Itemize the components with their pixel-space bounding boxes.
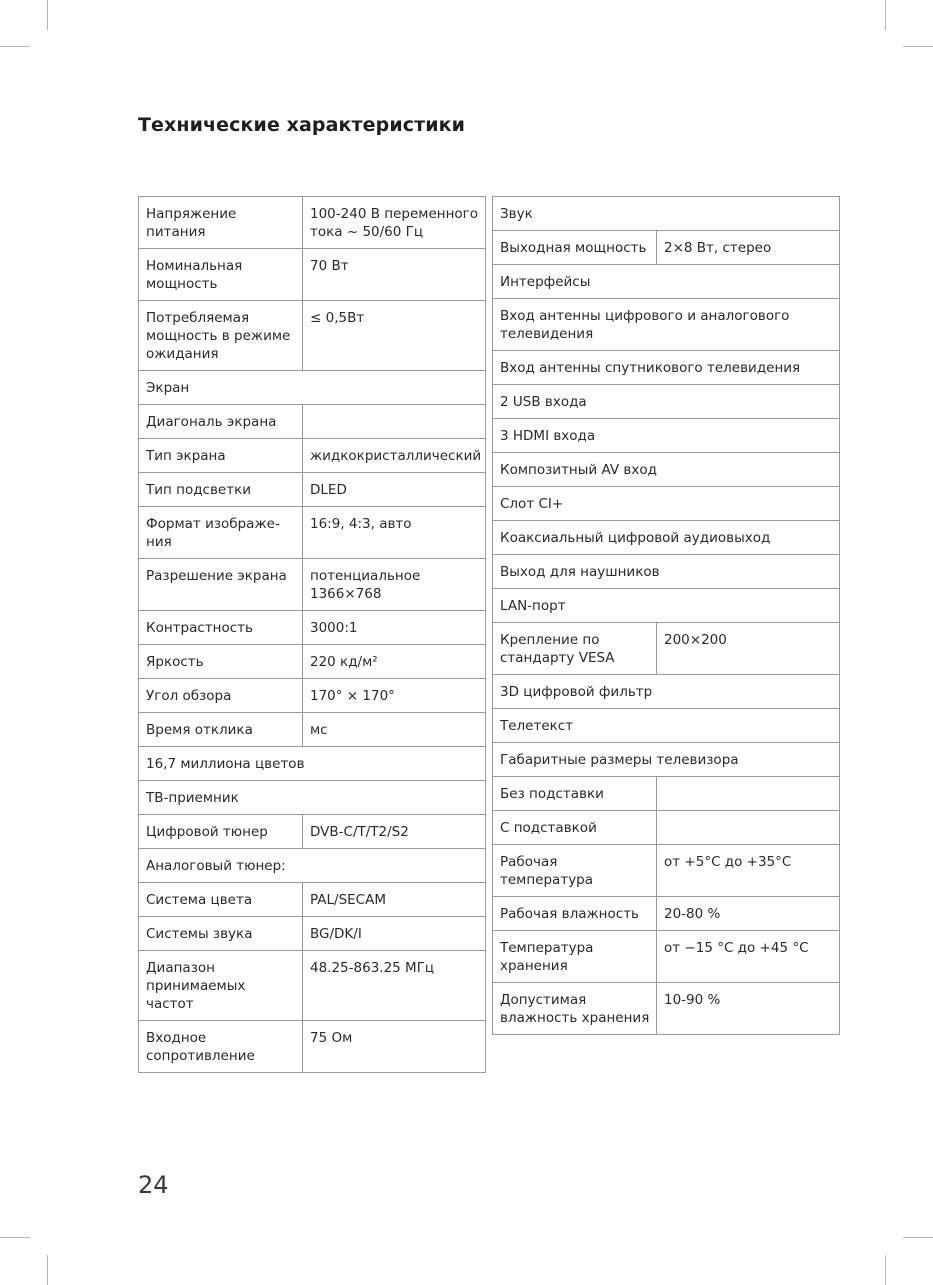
spec-label: Входное сопротивление: [139, 1021, 303, 1073]
spec-value: 220 кд/м²: [303, 645, 486, 679]
section-heading: Экран: [139, 371, 486, 405]
section-row: [493, 265, 840, 299]
spec-row: [493, 777, 840, 811]
spec-label: Номинальная мощность: [139, 249, 303, 301]
spec-row: [493, 845, 840, 897]
spec-row: [139, 439, 486, 473]
spec-row: [139, 713, 486, 747]
section-row: [139, 781, 486, 815]
spec-label: Температура хранения: [493, 931, 657, 983]
spec-value: 20-80 %: [657, 897, 840, 931]
spec-table-right: [492, 196, 840, 1035]
section-row: [493, 589, 840, 623]
spec-row: [139, 645, 486, 679]
section-row: [493, 453, 840, 487]
spec-value: DVB-C/T/T2/S2: [303, 815, 486, 849]
section-heading: Аналоговый тюнер:: [139, 849, 486, 883]
spec-label: Выходная мощность: [493, 231, 657, 265]
spec-value: 10-90 %: [657, 983, 840, 1035]
spec-row: [139, 507, 486, 559]
spec-label: Без подставки: [493, 777, 657, 811]
spec-label: Диапазон принимаемых частот: [139, 951, 303, 1021]
section-row: [493, 419, 840, 453]
spec-label: Системы звука: [139, 917, 303, 951]
spec-row: [139, 473, 486, 507]
spec-value: BG/DK/I: [303, 917, 486, 951]
section-heading: Вход антенны спутникового телевидения: [493, 351, 840, 385]
spec-value: 16:9, 4:3, авто: [303, 507, 486, 559]
section-row: [139, 849, 486, 883]
spec-label: Потребляемая мощность в режиме ожидания: [139, 301, 303, 371]
spec-label: Угол обзора: [139, 679, 303, 713]
page-title: Технические характеристики: [138, 114, 466, 136]
crop-mark: [0, 1237, 30, 1238]
spec-label: Формат изображе-ния: [139, 507, 303, 559]
spec-label: С подставкой: [493, 811, 657, 845]
section-heading: Интерфейсы: [493, 265, 840, 299]
spec-value: 100-240 В переменного тока ~ 50/60 Гц: [303, 197, 486, 249]
spec-row: [493, 931, 840, 983]
spec-value: [657, 811, 840, 845]
spec-value: [303, 405, 486, 439]
section-row: [493, 521, 840, 555]
spec-label: Диагональ экрана: [139, 405, 303, 439]
section-heading: LAN-порт: [493, 589, 840, 623]
spec-row: [493, 897, 840, 931]
spec-value: от −15 °С до +45 °С: [657, 931, 840, 983]
spec-row: [493, 623, 840, 675]
spec-row: [139, 301, 486, 371]
spec-label: Напряжение питания: [139, 197, 303, 249]
crop-mark: [47, 1255, 48, 1285]
section-heading: 16,7 миллиона цветов: [139, 747, 486, 781]
section-heading: ТВ-приемник: [139, 781, 486, 815]
spec-row: [139, 611, 486, 645]
spec-row: [139, 679, 486, 713]
spec-label: Допустимая влажность хранения: [493, 983, 657, 1035]
spec-row: [139, 559, 486, 611]
section-row: [493, 299, 840, 351]
spec-value: 48.25-863.25 МГц: [303, 951, 486, 1021]
spec-label: Крепление по стандарту VESA: [493, 623, 657, 675]
section-heading: 2 USB входа: [493, 385, 840, 419]
spec-label: Контрастность: [139, 611, 303, 645]
section-heading: Коаксиальный цифровой аудиовыход: [493, 521, 840, 555]
section-heading: Габаритные размеры телевизора: [493, 743, 840, 777]
spec-row: [493, 983, 840, 1035]
spec-label: Система цвета: [139, 883, 303, 917]
spec-row: [139, 815, 486, 849]
section-row: [493, 487, 840, 521]
spec-row: [139, 197, 486, 249]
page-number: 24: [138, 1171, 169, 1199]
section-heading: Телетекст: [493, 709, 840, 743]
spec-value: 70 Вт: [303, 249, 486, 301]
crop-mark: [903, 46, 933, 47]
section-row: [493, 709, 840, 743]
spec-row: [139, 951, 486, 1021]
crop-mark: [0, 46, 30, 47]
spec-value: ≤ 0,5Вт: [303, 301, 486, 371]
spec-row: [139, 249, 486, 301]
spec-label: Яркость: [139, 645, 303, 679]
section-heading: Слот CI+: [493, 487, 840, 521]
section-row: [493, 675, 840, 709]
section-row: [493, 743, 840, 777]
crop-mark: [885, 0, 886, 30]
section-row: [493, 385, 840, 419]
spec-label: Рабочая температура: [493, 845, 657, 897]
crop-mark: [47, 0, 48, 30]
spec-label: Цифровой тюнер: [139, 815, 303, 849]
section-row: [139, 371, 486, 405]
spec-value: 75 Ом: [303, 1021, 486, 1073]
section-row: [493, 351, 840, 385]
spec-label: Тип экрана: [139, 439, 303, 473]
crop-mark: [885, 1255, 886, 1285]
spec-value: 170° × 170°: [303, 679, 486, 713]
spec-label: Разрешение экрана: [139, 559, 303, 611]
spec-value: DLED: [303, 473, 486, 507]
section-row: [139, 747, 486, 781]
section-heading: Композитный AV вход: [493, 453, 840, 487]
spec-row: [139, 1021, 486, 1073]
spec-value: мс: [303, 713, 486, 747]
spec-row: [139, 405, 486, 439]
section-heading: Выход для наушников: [493, 555, 840, 589]
spec-value: от +5°С до +35°С: [657, 845, 840, 897]
spec-row: [493, 811, 840, 845]
crop-mark: [903, 1237, 933, 1238]
spec-row: [139, 917, 486, 951]
spec-label: Время отклика: [139, 713, 303, 747]
section-heading: 3D цифровой фильтр: [493, 675, 840, 709]
section-row: [493, 197, 840, 231]
spec-label: Тип подсветки: [139, 473, 303, 507]
spec-value: 200×200: [657, 623, 840, 675]
spec-row: [139, 883, 486, 917]
spec-value: 2×8 Вт, стерео: [657, 231, 840, 265]
spec-value: [657, 777, 840, 811]
section-heading: Вход антенны цифрового и аналогового телевидения: [493, 299, 840, 351]
spec-table-left: [138, 196, 486, 1073]
spec-row: [493, 231, 840, 265]
spec-label: Рабочая влажность: [493, 897, 657, 931]
spec-value: потенциальное 1366×768: [303, 559, 486, 611]
section-heading: Звук: [493, 197, 840, 231]
spec-value: 3000:1: [303, 611, 486, 645]
section-heading: 3 HDMI входа: [493, 419, 840, 453]
spec-value: жидкокристаллический: [303, 439, 486, 473]
spec-value: PAL/SECAM: [303, 883, 486, 917]
section-row: [493, 555, 840, 589]
